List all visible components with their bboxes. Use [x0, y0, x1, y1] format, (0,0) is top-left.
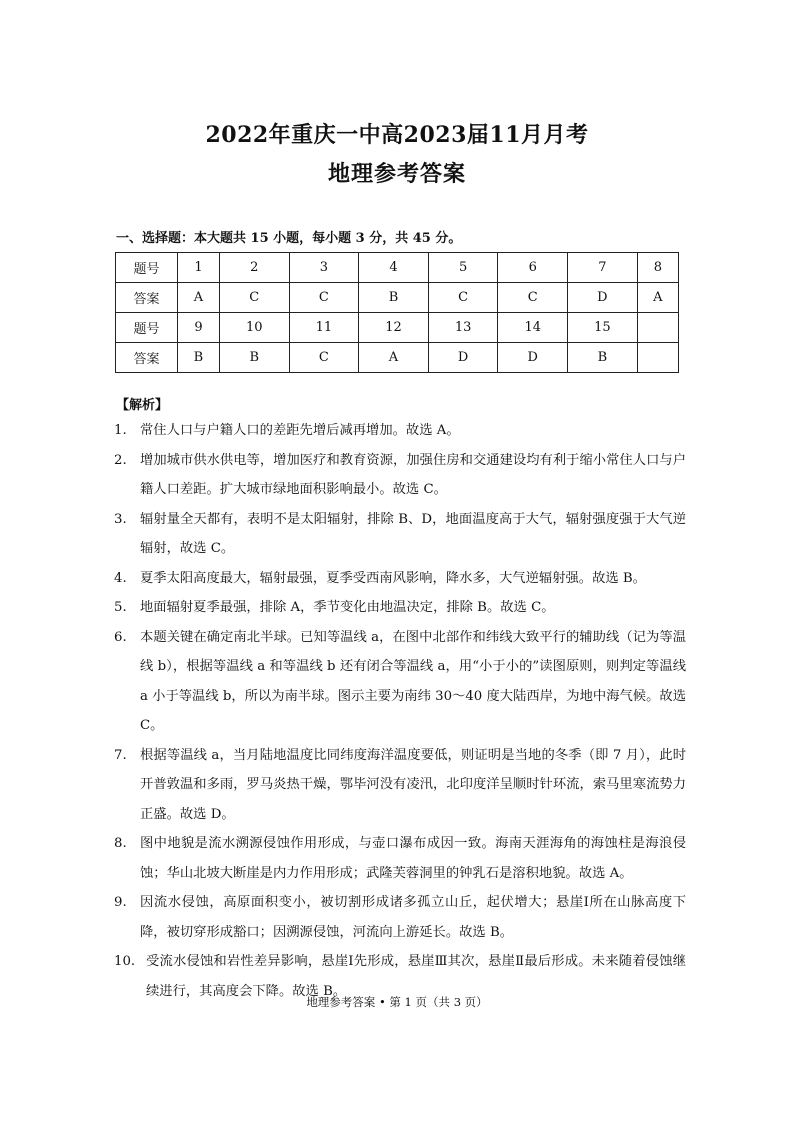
- table-cell: A: [359, 343, 429, 373]
- item-text: 常住人口与户籍人口的差距先增后减再增加。故选 A。: [140, 423, 460, 438]
- item-text: 增加城市供水供电等，增加医疗和教育资源，加强住房和交通建设均有利于缩小常住人口与户籍人口差距。扩大城市绿地面积影响最小。故选 C。: [140, 452, 686, 497]
- table-cell: 5: [428, 253, 498, 283]
- table-cell: C: [498, 283, 568, 313]
- table-cell: B: [178, 343, 220, 373]
- table-cell: 9: [178, 313, 220, 343]
- table-cell: 15: [568, 313, 638, 343]
- analysis-heading: 【解析】: [116, 398, 169, 413]
- table-cell: 4: [359, 253, 429, 283]
- item-number: 4.: [114, 570, 127, 586]
- table-cell: 14: [498, 313, 568, 343]
- table-cell: C: [428, 283, 498, 313]
- analysis-list: [114, 416, 686, 1006]
- table-cell: 11: [289, 313, 359, 343]
- table-cell: 8: [637, 253, 678, 283]
- list-item: [114, 564, 686, 594]
- table-cell: 3: [289, 253, 359, 283]
- table-row: [116, 253, 679, 283]
- item-number: 1.: [114, 423, 127, 438]
- item-text: 根据等温线 a，当月陆地温度比同纬度海洋温度要低，则证明是当地的冬季（即 7 月），此时开普敦温和多雨，罗马炎热干燥，鄂毕河没有凌汛，北印度洋呈顺时针环流，索马里寒流势力正盛。故选 D。: [140, 747, 686, 822]
- item-number: 9.: [114, 895, 127, 910]
- table-cell: D: [568, 283, 638, 313]
- table-cell: C: [289, 343, 359, 373]
- item-text: 夏季太阳高度最大，辐射最强，夏季受西南风影响，降水多，大气逆辐射强。故选 B。: [140, 570, 646, 586]
- table-row-header: 答案: [116, 283, 178, 313]
- item-number: 7.: [114, 747, 127, 763]
- table-cell: C: [219, 283, 289, 313]
- item-text: 辐射量全天都有，表明不是太阳辐射，排除 B、D，地面温度高于大气，辐射强度强于大气逆辐射，故选 C。: [140, 511, 686, 556]
- list-item: [114, 829, 686, 888]
- table-row-header: 题号: [116, 313, 178, 343]
- item-number: 8.: [114, 836, 127, 851]
- table-cell: B: [359, 283, 429, 313]
- item-text: 图中地貌是流水溯源侵蚀作用形成，与壶口瀑布成因一致。海南天涯海角的海蚀柱是海浪侵蚀；华山北坡大断崖是内力作用形成；武隆芙蓉洞里的钟乳石是溶积地貌。故选 A。: [140, 836, 686, 881]
- table-cell: 6: [498, 253, 568, 283]
- list-item: [114, 505, 686, 564]
- item-text: 受流水侵蚀和岩性差异影响，悬崖Ⅰ先形成，悬崖Ⅲ其次，悬崖Ⅱ最后形成。未来随着侵蚀继续进行，其高度会下降。故选 B。: [146, 954, 686, 999]
- list-item: [114, 416, 686, 446]
- table-row-header: 答案: [116, 343, 178, 373]
- table-cell: B: [219, 343, 289, 373]
- item-number: 6.: [114, 629, 127, 645]
- table-row: [116, 283, 679, 313]
- list-item: [114, 593, 686, 623]
- table-cell: C: [289, 283, 359, 313]
- answer-table: [115, 252, 679, 373]
- table-cell: 10: [219, 313, 289, 343]
- list-item: [114, 888, 686, 947]
- page-title: 2022年重庆一中高2023届11月月考: [205, 122, 589, 148]
- item-number: 3.: [114, 511, 127, 527]
- list-item: [114, 623, 686, 741]
- table-cell: 7: [568, 253, 638, 283]
- table-row: [116, 343, 679, 373]
- list-item: [114, 446, 686, 505]
- table-cell: D: [428, 343, 498, 373]
- table-cell: 13: [428, 313, 498, 343]
- table-row: [116, 313, 679, 343]
- table-cell: B: [568, 343, 638, 373]
- table-cell: D: [498, 343, 568, 373]
- table-cell: 2: [219, 253, 289, 283]
- table-cell: [637, 343, 678, 373]
- item-number: 2.: [114, 452, 127, 468]
- section-heading: 一、选择题：本大题共 15 小题，每小题 3 分，共 45 分。: [116, 231, 462, 246]
- table-cell: 12: [359, 313, 429, 343]
- table-row-header: 题号: [116, 253, 178, 283]
- item-number: 5.: [114, 600, 127, 615]
- page-subtitle: 地理参考答案: [327, 161, 466, 187]
- item-number: 10.: [114, 954, 136, 969]
- item-text: 本题关键在确定南北半球。已知等温线 a，在图中北部作和纬线大致平行的辅助线（记为等温线 b），根据等温线 a 和等温线 b 还有闭合等温线 a，用“小于小的”读图原则，则判定等温线 a 小于等温线 b，所以为南半球。图示主要为南纬 30～40 度大陆西岸，为地中海气候。故选 C。: [140, 629, 686, 733]
- page-footer: 地理参考答案 • 第 1 页（共 3 页）: [306, 995, 488, 1009]
- table-cell: 1: [178, 253, 220, 283]
- list-item: [114, 741, 686, 830]
- item-text: 地面辐射夏季最强，排除 A，季节变化由地温决定，排除 B。故选 C。: [140, 600, 555, 615]
- item-text: 因流水侵蚀，高原面积变小，被切割形成诸多孤立山丘，起伏增大；悬崖Ⅰ所在山脉高度下降，被切穿形成豁口；因溯源侵蚀，河流向上游延长。故选 B。: [140, 895, 686, 940]
- table-cell: [637, 313, 678, 343]
- table-cell: A: [637, 283, 678, 313]
- table-cell: A: [178, 283, 220, 313]
